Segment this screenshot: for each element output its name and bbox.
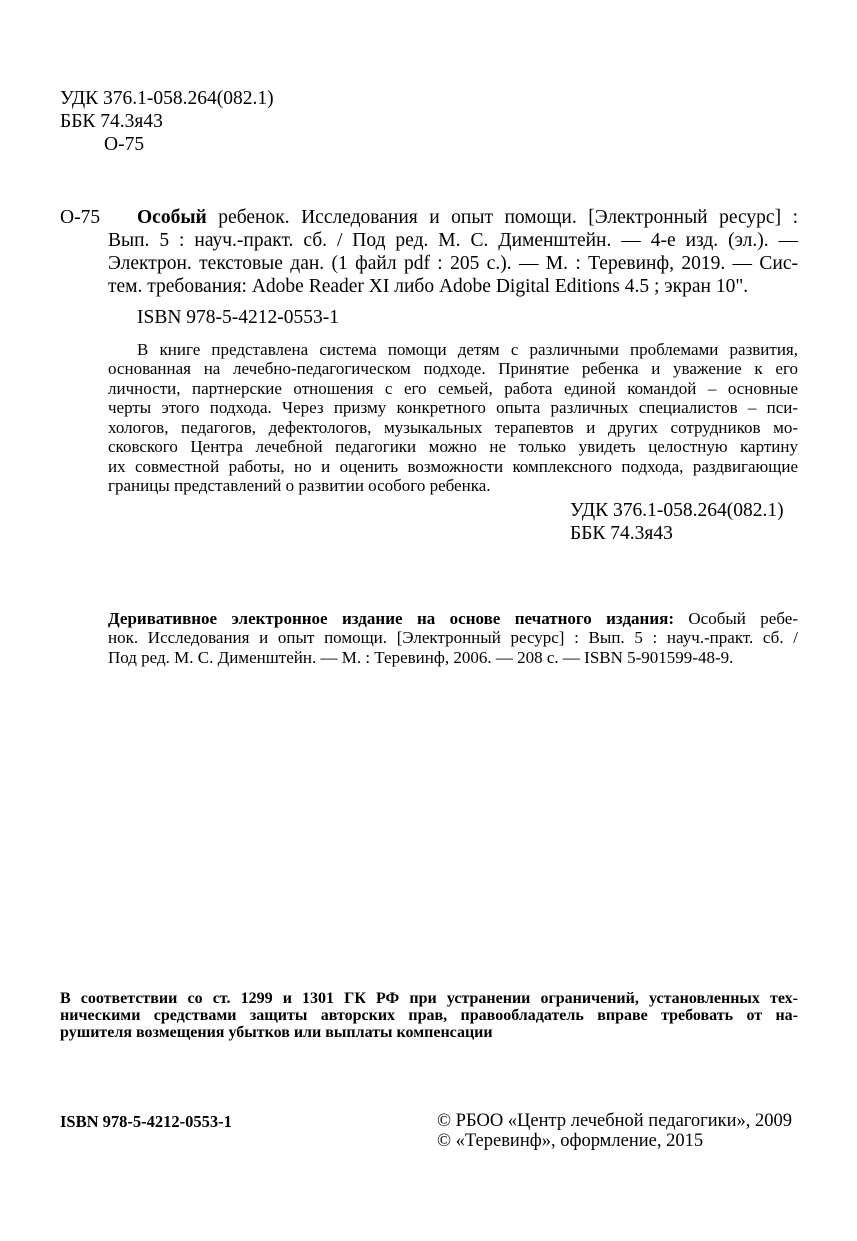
bib-line-1-rest: ребенок. Исследования и опыт помощи. [Электронный ресурс] : bbox=[206, 207, 798, 228]
right-bbk: ББК 74.3я43 bbox=[570, 523, 673, 544]
annotation-line: их совместной работы, но и оценить возможности комплексного подхода, раздвигающие bbox=[108, 457, 798, 476]
top-author-mark: О-75 bbox=[104, 134, 145, 155]
bib-line-1 bbox=[137, 206, 798, 229]
bib-isbn: ISBN 978-5-4212-0553-1 bbox=[137, 307, 340, 328]
top-bbk: ББК 74.3я43 bbox=[60, 111, 163, 132]
footer-copyright-2: © «Теревинф», оформление, 2015 bbox=[437, 1131, 704, 1151]
legal-line: В соответствии со ст. 1299 и 1301 ГК РФ при устранении ограничений, установленных тех- bbox=[60, 990, 798, 1007]
annotation-line: В книге представлена система помощи детям с различными проблемами развития, bbox=[137, 340, 798, 359]
derivative-line-1 bbox=[108, 609, 798, 629]
annotation-line: личности, партнерские отношения с его семьей, работа единой командой – основные bbox=[108, 379, 798, 398]
bib-line-2: Вып. 5 : науч.-практ. сб. / Под ред. М. С. Дименштейн. — 4-е изд. (эл.). — bbox=[108, 230, 798, 251]
footer-isbn: ISBN 978-5-4212-0553-1 bbox=[60, 1112, 232, 1131]
annotation-line: границы представлений о развитии особого ребенка. bbox=[108, 476, 491, 495]
derivative-line-1-rest: Особый ребе- bbox=[674, 609, 798, 628]
right-udk: УДК 376.1-058.264(082.1) bbox=[570, 500, 784, 521]
bib-title-bold: Особый bbox=[137, 207, 207, 228]
bib-line-3: Электрон. текстовые дан. (1 файл pdf : 205 с.). — М. : Теревинф, 2019. — Сис- bbox=[108, 253, 798, 274]
annotation-line: основанная на лечебно-педагогическом подходе. Принятие ребенка и уважение к его bbox=[108, 359, 798, 378]
footer-copyright-1: © РБОО «Центр лечебной педагогики», 2009 bbox=[437, 1111, 793, 1131]
annotation-line: черты этого подхода. Через призму конкретного опыта различных специалистов – пси- bbox=[108, 398, 798, 417]
derivative-line-3: Под ред. М. С. Дименштейн. — М. : Теревинф, 2006. — 208 с. — ISBN 5-901599-48-9. bbox=[108, 648, 734, 667]
annotation-line: хологов, педагогов, дефектологов, музыкальных терапевтов и других сотрудников мо- bbox=[108, 418, 798, 437]
derivative-bold: Деривативное электронное издание на основе печатного издания: bbox=[108, 609, 674, 628]
annotation-line: сковского Центра лечебной педагогики можно не только увидеть целостную картину bbox=[108, 437, 798, 456]
top-udk: УДК 376.1-058.264(082.1) bbox=[60, 88, 274, 109]
bib-mark: О-75 bbox=[60, 207, 101, 228]
legal-line: ническими средствами защиты авторских прав, правообладатель вправе требовать от на- bbox=[60, 1007, 798, 1024]
derivative-line-2: нок. Исследования и опыт помощи. [Электронный ресурс] : Вып. 5 : науч.-практ. сб. / bbox=[108, 628, 798, 647]
legal-line: рушителя возмещения убытков или выплаты компенсации bbox=[60, 1024, 493, 1041]
bib-line-4: тем. требования: Adobe Reader XI либо Adobe Digital Editions 4.5 ; экран 10". bbox=[108, 276, 749, 297]
